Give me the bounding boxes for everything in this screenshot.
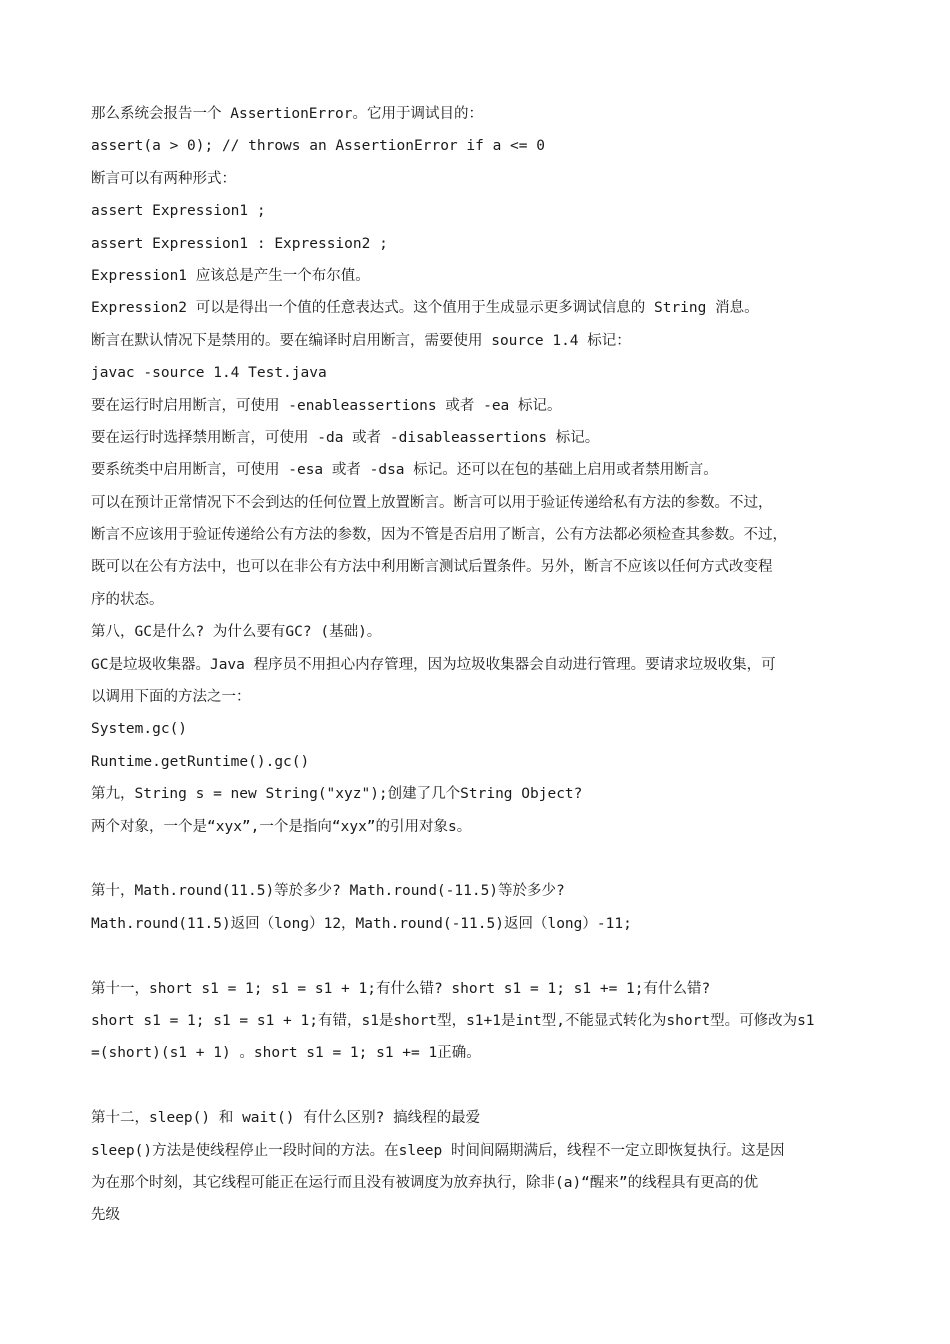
question-heading: 第八，GC是什么? 为什么要有GC? (基础)。: [91, 624, 382, 641]
answer-line: 为在那个时刻，其它线程可能正在运行而且没有被调度为放弃执行，除非(a)“醒来”的线程具有更高的优: [91, 1174, 759, 1191]
answer-line: GC是垃圾收集器。Java 程序员不用担心内存管理，因为垃圾收集器会自动进行管理。要请求垃圾收集，可: [91, 656, 776, 673]
paragraph-line: 序的状态。: [91, 591, 164, 608]
answer-line: =(short)(s1 + 1) 。short s1 = 1; s1 += 1正确。: [91, 1045, 481, 1062]
paragraph-line: 断言不应该用于验证传递给公有方法的参数，因为不管是否启用了断言，公有方法都必须检查其参数。不过，: [91, 527, 787, 544]
code-line: javac -source 1.4 Test.java: [91, 365, 327, 382]
answer-line: short s1 = 1; s1 = s1 + 1;有错，s1是short型，s1+1是int型,不能显式转化为short型。可修改为s1: [91, 1012, 815, 1029]
paragraph-line: 可以在预计正常情况下不会到达的任何位置上放置断言。断言可以用于验证传递给私有方法的参数。不过，: [91, 494, 773, 511]
paragraph-line: 既可以在公有方法中，也可以在非公有方法中利用断言测试后置条件。另外，断言不应该以任何方式改变程: [91, 559, 773, 576]
answer-line: 以调用下面的方法之一：: [91, 689, 251, 706]
text-line: 断言可以有两种形式：: [91, 170, 236, 187]
text-line: 要系统类中启用断言，可使用 -esa 或者 -dsa 标记。还可以在包的基础上启用或者禁用断言。: [91, 462, 718, 479]
code-line: assert Expression1 ;: [91, 203, 266, 220]
text-line: 要在运行时选择禁用断言，可使用 -da 或者 -disableassertions 标记。: [91, 429, 600, 446]
code-line: System.gc(): [91, 721, 188, 738]
document-body: [91, 98, 871, 1232]
text-line: 那么系统会报告一个 AssertionError。它用于调试目的：: [91, 106, 483, 122]
question-heading: 第九，String s = new String("xyz");创建了几个String Object?: [91, 786, 583, 803]
code-line: assert(a > 0); // throws an AssertionError if a <= 0: [91, 138, 545, 155]
blank-line: [91, 843, 871, 875]
question-heading: 第十一，short s1 = 1; s1 = s1 + 1;有什么错? short s1 = 1; s1 += 1;有什么错?: [91, 980, 711, 997]
text-line: 要在运行时启用断言，可使用 -enableassertions 或者 -ea 标记。: [91, 397, 562, 414]
answer-line: Math.round(11.5)返回（long）12，Math.round(-11.5)返回（long）-11;: [91, 915, 632, 932]
blank-line: [91, 1070, 871, 1102]
text-line: 断言在默认情况下是禁用的。要在编译时启用断言，需要使用 source 1.4 标记：: [91, 332, 631, 349]
blank-line: [91, 940, 871, 972]
question-heading: 第十二，sleep() 和 wait() 有什么区别? 搞线程的最爱: [91, 1110, 481, 1127]
code-line: assert Expression1 : Expression2 ;: [91, 235, 388, 252]
text-line: Expression1 应该总是产生一个布尔值。: [91, 267, 370, 284]
answer-line: 先级: [91, 1207, 120, 1224]
code-line: Runtime.getRuntime().gc(): [91, 753, 310, 770]
answer-line: sleep()方法是使线程停止一段时间的方法。在sleep 时间间隔期满后，线程不一定立即恢复执行。这是因: [91, 1142, 785, 1159]
question-heading: 第十，Math.round(11.5)等於多少? Math.round(-11.5)等於多少?: [91, 883, 565, 900]
answer-line: 两个对象，一个是“xyx”,一个是指向“xyx”的引用对象s。: [91, 818, 472, 835]
text-line: Expression2 可以是得出一个值的任意表达式。这个值用于生成显示更多调试信息的 String 消息。: [91, 300, 759, 317]
